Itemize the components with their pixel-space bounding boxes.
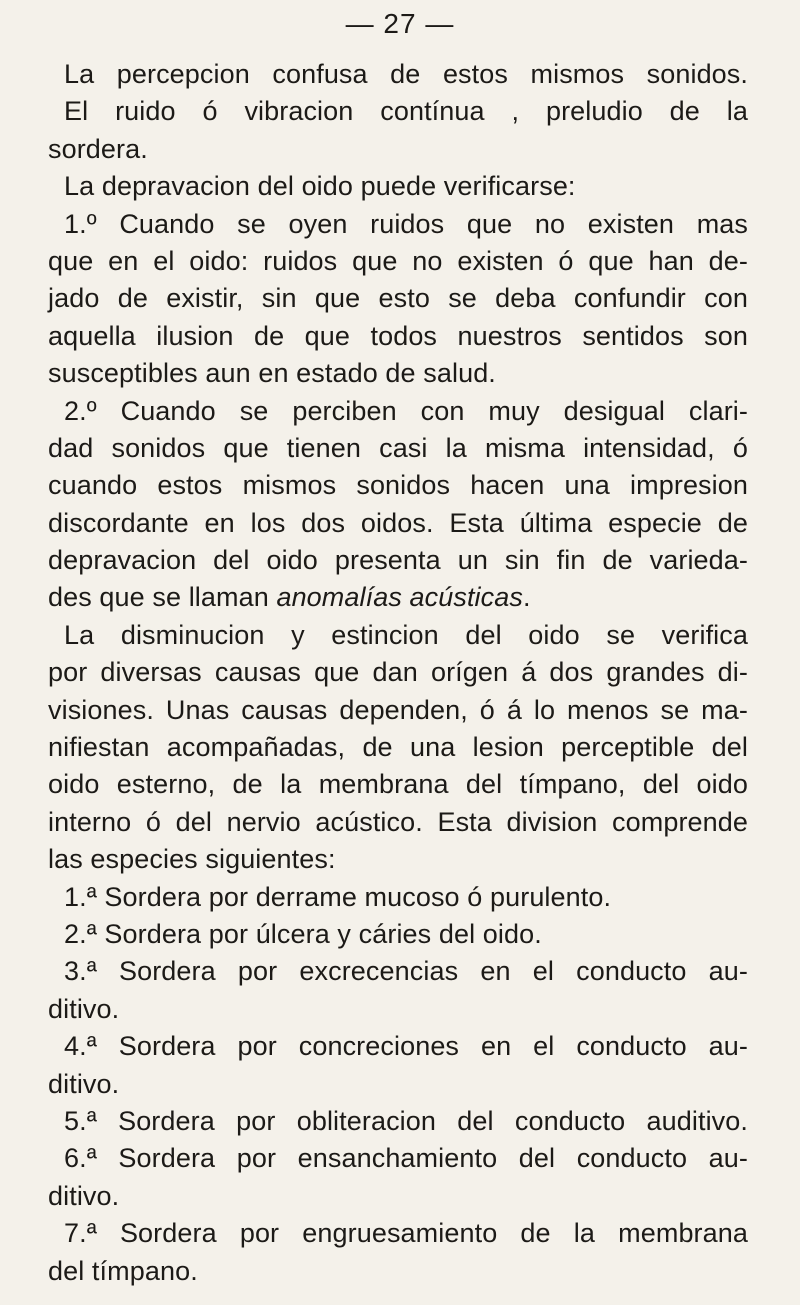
- text-line: visiones. Unas causas dependen, ó á lo menos se ma-: [48, 694, 748, 725]
- text-line: 3.ª Sordera por excrecencias en el conducto au-: [64, 956, 748, 987]
- text-line: La percepcion confusa de estos mismos sonidos.: [64, 59, 748, 89]
- text-line: 2.º Cuando se perciben con muy desigual clari-: [64, 395, 748, 426]
- italic-phrase: anomalías acústicas: [276, 582, 523, 613]
- text-line-start: des que se llaman: [48, 582, 269, 613]
- text-line: 4.ª Sordera por concreciones en el conducto au-: [64, 1031, 748, 1062]
- text-line: 1.ª Sordera por derrame mucoso ó purulento.: [64, 881, 612, 912]
- text-line: nifiestan acompañadas, de una lesion perceptible del: [48, 732, 748, 763]
- body-text: [48, 56, 748, 1290]
- text-line: jado de existir, sin que esto se deba confundir con: [48, 283, 748, 314]
- page-number: — 27 —: [345, 8, 455, 39]
- text-line: las especies siguientes:: [48, 844, 336, 875]
- text-line: discordante en los dos oidos. Esta última especie de: [48, 507, 748, 538]
- text-line: interno ó del nervio acústico. Esta division comprende: [48, 806, 748, 837]
- text-line: La depravacion del oido puede verificarse:: [64, 171, 576, 202]
- text-line: 1.º Cuando se oyen ruidos que no existen mas: [64, 208, 748, 239]
- text-line: La disminucion y estincion del oido se verifica: [64, 619, 748, 650]
- text-line: sordera.: [48, 133, 148, 164]
- text-line: que en el oido: ruidos que no existen ó que han de-: [48, 245, 748, 276]
- text-line: 5.ª Sordera por obliteracion del conducto auditivo.: [64, 1105, 748, 1136]
- text-line: por diversas causas que dan orígen á dos grandes di-: [48, 657, 748, 688]
- text-line: ditivo.: [48, 1068, 120, 1099]
- text-line: dad sonidos que tienen casi la misma intensidad, ó: [48, 432, 748, 463]
- text-line: El ruido ó vibracion contínua , preludio de la: [64, 96, 748, 127]
- text-line: 6.ª Sordera por ensanchamiento del conducto au-: [64, 1143, 748, 1174]
- text-line: depravacion del oido presenta un sin fin de varieda-: [48, 545, 748, 576]
- text-line: ditivo.: [48, 1180, 120, 1211]
- text-line: aquella ilusion de que todos nuestros sentidos son: [48, 320, 748, 351]
- text-line: 2.ª Sordera por úlcera y cáries del oido.: [64, 918, 542, 949]
- text-line: cuando estos mismos sonidos hacen una impresion: [48, 470, 748, 501]
- text-line: 7.ª Sordera por engruesamiento de la membrana: [64, 1218, 748, 1249]
- text-line: del tímpano.: [48, 1255, 198, 1286]
- text-line: ditivo.: [48, 993, 120, 1024]
- text-line: des que se llaman anomalías acústicas.: [48, 582, 531, 613]
- text-line: susceptibles aun en estado de salud.: [48, 358, 496, 389]
- text-line: oido esterno, de la membrana del tímpano, del oido: [48, 769, 748, 800]
